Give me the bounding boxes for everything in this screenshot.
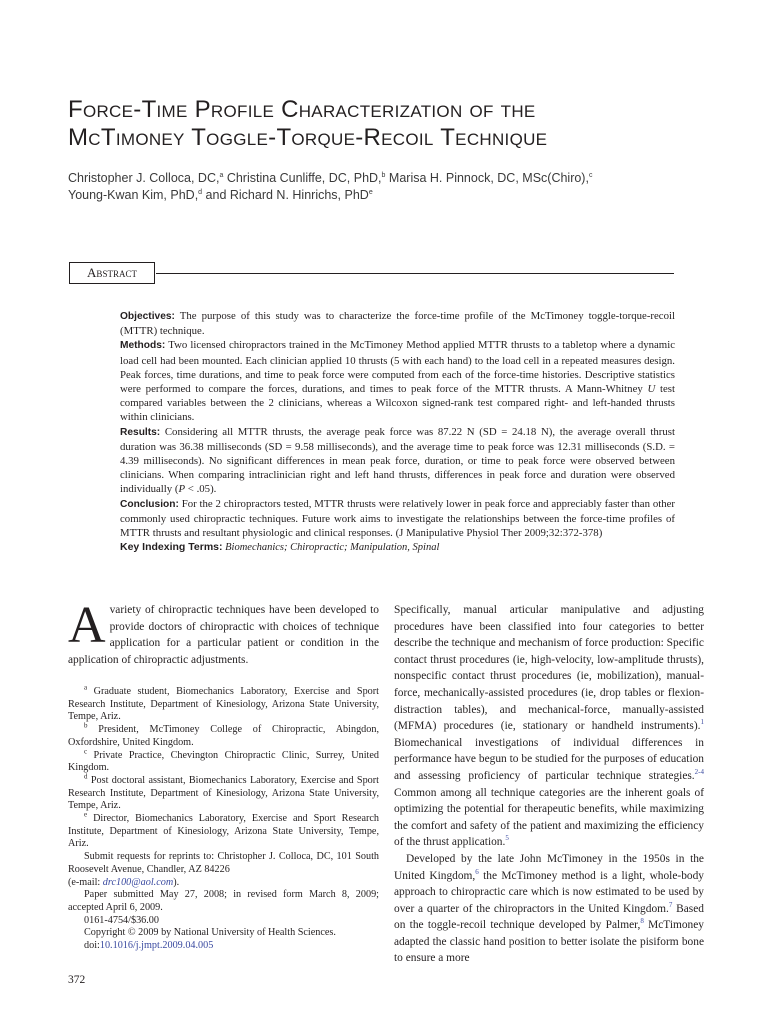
keywords-label: Key Indexing Terms: bbox=[120, 541, 223, 554]
title-line-2: McTimoney Toggle-Torque-Recoil Technique bbox=[68, 124, 548, 151]
footnote-text: Director, Biomechanics Laboratory, Exercise and Sport Research Institute, Department of Kinesiology, Arizona State University, Tempe, Ariz. bbox=[68, 813, 379, 850]
doi-line bbox=[68, 940, 379, 953]
results-text-cont: < .05). bbox=[185, 483, 217, 496]
footnote-a bbox=[68, 683, 379, 724]
reference-link[interactable]: 2-4 bbox=[694, 768, 704, 777]
methods-text-cont: test compared variables between the 2 clinicians, whereas a Wilcoxon signed-rank test compared right- and left-handed thrusts within clinicians. bbox=[120, 383, 675, 424]
doi-link[interactable]: 10.1016/j.jmpt.2009.04.005 bbox=[99, 940, 214, 952]
footnote-b bbox=[68, 721, 379, 749]
author-name: Young-Kwan Kim, PhD, bbox=[68, 188, 199, 202]
methods-u: U bbox=[647, 383, 656, 396]
intro-paragraph bbox=[68, 597, 379, 668]
abstract-results bbox=[120, 425, 675, 497]
body-text: Common among all technique categories are the inherent goals of optimizing the potential for therapeutic benefits, while maximizing the comfort and safety of the patient and maximizing the efficiency of the thrust application. bbox=[394, 786, 704, 849]
footnote-text: Private Practice, Chevington Chiropractic Clinic, Surrey, United Kingdom. bbox=[68, 749, 379, 774]
conclusion-text: For the 2 chiropractors tested, MTTR thrusts were relatively lower in peak force and appreciably faster than other commonly used chiropractic techniques. Future work aims to investigate the relationships between the force-time profiles of MTTR thrusts and resultant physiologic and clinical responses. (J Manipulative Physiol Ther 2009;32:372-378) bbox=[120, 497, 675, 540]
reference-link[interactable]: 7 bbox=[668, 900, 673, 909]
footnote-marker: b bbox=[84, 721, 88, 730]
email-line bbox=[68, 877, 379, 890]
footnote-marker: d bbox=[84, 772, 88, 781]
footnote-marker: a bbox=[84, 683, 88, 692]
abstract-divider bbox=[156, 273, 674, 274]
page-number: 372 bbox=[68, 974, 86, 986]
author-line-1 bbox=[68, 170, 708, 187]
author-name: and Richard N. Hinrichs, PhD bbox=[202, 188, 369, 202]
footnote-text: President, McTimoney College of Chiropractic, Abingdon, Oxfordshire, United Kingdom. bbox=[68, 724, 379, 748]
reference-link[interactable]: 8 bbox=[640, 917, 644, 926]
title-line-1: Force-Time Profile Characterization of the bbox=[68, 96, 536, 123]
footnote-marker: c bbox=[84, 747, 88, 756]
abstract-objectives bbox=[120, 309, 675, 338]
footnote-c bbox=[68, 747, 379, 775]
results-p: P bbox=[178, 483, 186, 496]
reference-link[interactable]: 6 bbox=[475, 867, 479, 876]
author-line-2 bbox=[68, 187, 708, 204]
body-text: Specifically, manual articular manipulative and adjusting procedures have been classified into four categories to better describe the technique and mechanism of force production: Specific contact thrust procedures (ie, high-velocity, low-amplitude thrusts), nonspecific contact thrust procedures (ie, mobilization), manual-force, mechanically-assisted procedures (ie, drop tables or flexion-distraction tables), and mechanical-force, manually-assisted (MFMA) procedures (ie, stationary or handheld instruments). bbox=[394, 604, 704, 733]
affiliation-marker: d bbox=[198, 188, 203, 196]
methods-text: Two licensed chiropractors trained in the McTimoney Method applied MTTR thrusts to a tabletop where a dynamic load cell had been mounted. Each clinician applied 10 thrusts (5 with each hand) to the load cell in a repeated measures design. Peak forces, time durations, and time to peak force were computed from each of the force-time histories. Descriptive statistics were performed to compare the forces, durations, and times to peak force of the MTTR thrusts. A Mann-Whitney bbox=[120, 339, 675, 396]
body-paragraph-2 bbox=[394, 851, 704, 967]
body-text: Developed by the late John McTimoney in the 1950s in the United Kingdom, bbox=[394, 852, 704, 882]
submission-dates: Paper submitted May 27, 2008; in revised form March 8, 2009; accepted April 6, 2009. bbox=[68, 889, 379, 913]
methods-label: Methods: bbox=[120, 340, 166, 352]
email-prefix: (e-mail: bbox=[68, 876, 103, 888]
reference-link[interactable]: 1 bbox=[700, 718, 704, 727]
affiliation-marker: e bbox=[368, 188, 373, 196]
author-name: Christopher J. Colloca, DC, bbox=[68, 171, 220, 185]
intro-text: variety of chiropractic techniques have been developed to provide doctors of chiropractic with choices of technique application for a particular patient or condition in the application of chiropractic adjustments. bbox=[68, 604, 379, 666]
author-name: Marisa H. Pinnock, DC, MSc(Chiro), bbox=[385, 171, 589, 185]
abstract-body bbox=[120, 309, 675, 555]
right-column bbox=[394, 602, 704, 967]
drop-cap: A bbox=[68, 597, 106, 654]
issn: 0161-4754/$36.00 bbox=[84, 914, 159, 926]
article-title bbox=[68, 96, 708, 152]
body-text: the McTimoney method is a light, whole-body approach to chiropractic care which is now estimated to be used by over a quarter of the chiropractors in the United Kingdom. bbox=[394, 869, 704, 915]
objectives-text: The purpose of this study was to characterize the force-time profile of the McTimoney toggle-torque-recoil (MTTR) technique. bbox=[120, 310, 675, 338]
results-label: Results: bbox=[120, 426, 161, 438]
objectives-label: Objectives: bbox=[120, 311, 175, 322]
keywords-text: Biomechanics; Chiropractic; Manipulation, Spinal bbox=[222, 542, 440, 554]
doi-prefix: doi: bbox=[84, 940, 100, 952]
body-text: Biomechanical investigations of individual differences in performance have begun to be studied for the purposes of education and assessing proficiency of particular technique strategies. bbox=[394, 736, 704, 782]
footnote-e bbox=[68, 810, 379, 851]
author-name: Christina Cunliffe, DC, PhD, bbox=[223, 171, 382, 185]
footnotes bbox=[68, 683, 379, 953]
abstract-methods bbox=[120, 338, 675, 424]
footnote-text: Post doctoral assistant, Biomechanics Laboratory, Exercise and Sport Research Institute, Department of Kinesiology, Arizona State University, Tempe, Ariz. bbox=[68, 774, 379, 812]
affiliation-marker: b bbox=[381, 171, 386, 179]
reprints-note bbox=[68, 851, 379, 876]
reference-link[interactable]: 5 bbox=[505, 834, 509, 843]
author-list bbox=[68, 170, 708, 204]
copyright: Copyright © 2009 by National University of Health Sciences. bbox=[84, 927, 336, 939]
footnote-d bbox=[68, 772, 379, 813]
email-link[interactable]: drc100@aol.com bbox=[102, 876, 174, 888]
key-indexing-terms bbox=[120, 540, 675, 555]
affiliation-marker: a bbox=[219, 171, 224, 179]
footnote-text: Graduate student, Biomechanics Laboratory, Exercise and Sport Research Institute, Department of Kinesiology, Arizona State University, Tempe, Ariz. bbox=[68, 686, 379, 723]
body-text: McTimoney adapted the classic hand position to better isolate the pisiform bone to ensure a more bbox=[394, 919, 704, 965]
affiliation-marker: c bbox=[588, 171, 593, 179]
body-paragraph-1 bbox=[394, 602, 704, 851]
reprints-text: Submit requests for reprints to: Christopher J. Colloca, DC, 101 South Roosevelt Avenue, Chandler, AZ 84226 bbox=[68, 851, 379, 875]
footnote-marker: e bbox=[84, 810, 88, 819]
email-suffix: ). bbox=[173, 876, 180, 888]
body-text: Based on the toggle-recoil technique developed by Palmer, bbox=[394, 902, 704, 932]
abstract-heading: Abstract bbox=[69, 262, 155, 284]
abstract-conclusion bbox=[120, 497, 675, 541]
conclusion-label: Conclusion: bbox=[120, 498, 179, 510]
results-text: Considering all MTTR thrusts, the average peak force was 87.22 N (SD = 24.18 N), the average overall thrust duration was 36.38 milliseconds (SD = 9.58 milliseconds), and the average time to peak force was 12.31 milliseconds (S.D. = 4.39 milliseconds). No significant differences in mean peak force, duration, or time to peak force were observed between clinicians. When comparing intraclinician right and left hand thrusts, differences in peak force and duration were observed individually ( bbox=[120, 425, 675, 496]
